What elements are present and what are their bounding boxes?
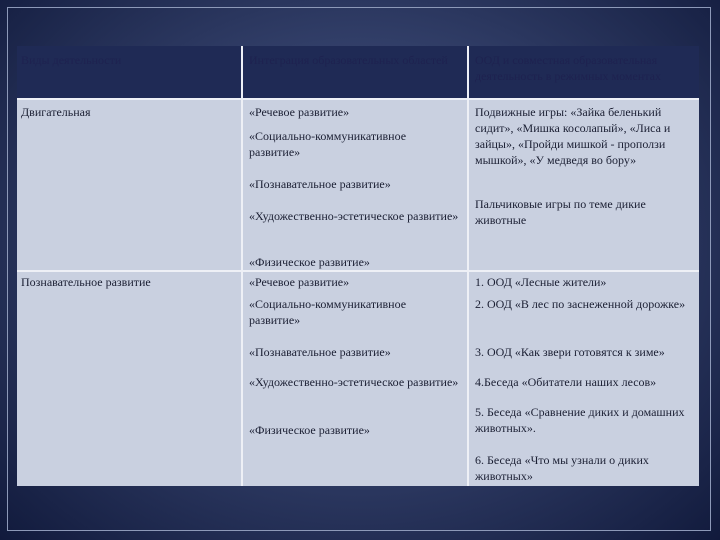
row-2-area: «Художественно-эстетическое развитие» (249, 375, 459, 389)
row-2-activity-item: 1. ООД «Лесные жители» (475, 275, 607, 289)
row-1-activity-item: Пальчиковые игры по теме дикие животные (475, 197, 646, 227)
row-2-activity-item: 6. Беседа «Что мы узнали о диких животных» (475, 453, 649, 483)
column-divider (241, 46, 243, 486)
row-1-area: «Художественно-эстетическое развитие» (249, 209, 459, 223)
row-1-area: «Социально-коммуникативное развитие» (249, 129, 407, 159)
header-integration-areas: Интеграция образовательных областей (249, 53, 448, 67)
row-2-area: «Социально-коммуникативное развитие» (249, 297, 407, 327)
row-2-activity-item: 5. Беседа «Сравнение диких и домашних животных». (475, 405, 685, 435)
column-divider (467, 46, 469, 486)
row-1-area: «Познавательное развитие» (249, 177, 391, 191)
row-2-activity-item: 4.Беседа «Обитатели наших лесов» (475, 375, 657, 389)
activity-table (17, 46, 699, 486)
header-activities: ООД и совместная образовательная деятельность в режимных моментах (475, 53, 661, 83)
row-1-area: «Физическое развитие» (249, 255, 370, 269)
row-2-activity: Познавательное развитие (21, 275, 151, 289)
row-1-area: «Речевое развитие» (249, 105, 350, 119)
row-divider (17, 270, 699, 272)
row-2-area: «Физическое развитие» (249, 423, 370, 437)
row-2-area: «Познавательное развитие» (249, 345, 391, 359)
row-1-activity-item: Подвижные игры: «Зайка беленький сидит», «Мишка косолапый», «Лиса и зайцы», «Пройди мишкой - проползи мышкой», «У медведя во бору» (475, 105, 671, 167)
row-2-activity-item: 2. ООД «В лес по заснеженной дорожке» (475, 297, 686, 311)
row-1-activity: Двигательная (21, 105, 91, 119)
row-2-area: «Речевое развитие» (249, 275, 350, 289)
header-activity-types: Виды деятельности (21, 53, 122, 67)
row-2-activity-item: 3. ООД «Как звери готовятся к зиме» (475, 345, 665, 359)
